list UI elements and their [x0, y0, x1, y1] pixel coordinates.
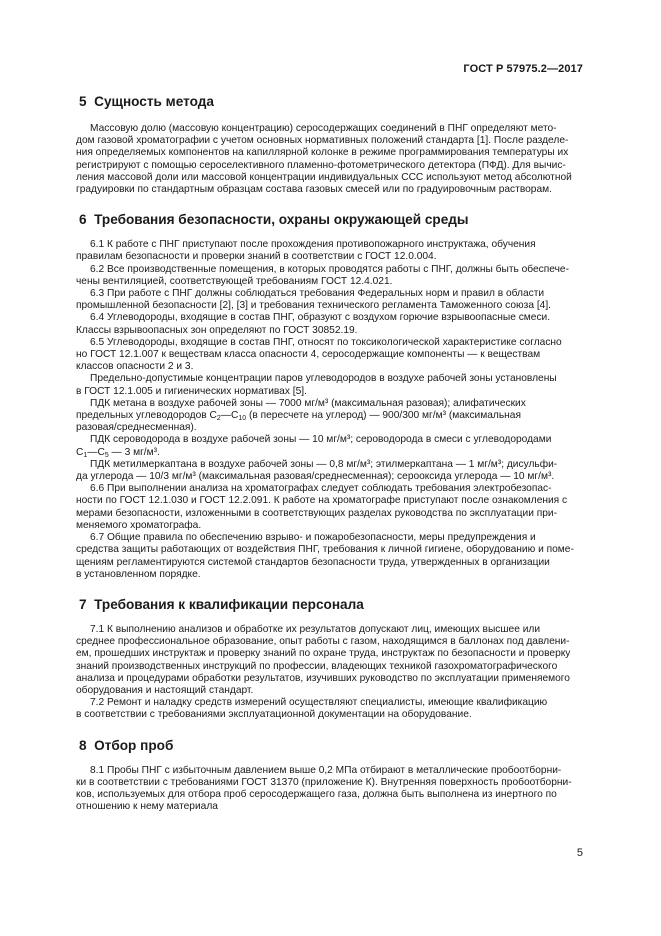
text-line: ПДК сероводорода в воздухе рабочей зоны — 10 мг/м³; сероводорода в смеси с углеводородами [90, 434, 552, 446]
text-line: ки в соответствии с требованиями ГОСТ 31370 (приложение К). Внутренняя поверхность пробоотборни- [76, 776, 572, 788]
text-line: 6.1 К работе с ПНГ приступают после прохождения противопожарного инструктажа, обучения [90, 239, 536, 251]
text-line: промышленной безопасности [2], [3] и требования технического регламента Таможенного союза [4]. [76, 300, 551, 312]
text-line: анализа и процедурами обработки результатов, изучивших руководство по эксплуатации применяемого [76, 672, 570, 684]
text-line: правилам безопасности и проверки знаний в соответствии с ГОСТ 12.0.004. [76, 251, 437, 263]
text-line: ния определяемых компонентов на капиллярной колонке в режиме программирования температуры их [76, 147, 569, 159]
text-line: 6.2 Все производственные помещения, в которых проводятся работы с ПНГ, должны быть обеспече- [90, 263, 569, 275]
text-line: 8.1 Пробы ПНГ с избыточным давлением выше 0,2 МПа отбирают в металлические пробоотборни- [90, 764, 562, 776]
text-line: 7.1 К выполнению анализов и обработке их результатов допускают лиц, имеющих высшее или [90, 623, 541, 635]
subscript: 5 [104, 451, 109, 459]
section-7-text [76, 624, 583, 722]
text-line: меняемого хроматографа. [76, 519, 202, 531]
section-title: Сущность метода [94, 94, 214, 109]
section-6-heading [76, 212, 583, 227]
text-line: дом газовой хроматографии с учетом основных нормативных положений стандарта [1]. После разделе- [76, 135, 569, 147]
section-5-text [76, 123, 583, 196]
text-line: мерами безопасности, изложенными в соответствующих разделах руководства по эксплуатации при- [76, 507, 557, 519]
section-8-text [76, 765, 583, 814]
section-number: 7 [79, 596, 87, 612]
section-number: 5 [79, 94, 87, 109]
text-line: Классы взрывоопасных зон определяют по ГОСТ 30852.19. [76, 324, 358, 336]
section-5-heading [76, 94, 583, 109]
subscript: 10 [238, 415, 247, 423]
text-line: ПДК метилмеркаптана в воздухе рабочей зоны — 0,8 мг/м³; этилмеркаптана — 1 мг/м³; дисульфи- [90, 458, 558, 470]
text-line: 6.3 При работе с ПНГ должны соблюдаться требования Федеральных норм и правил в области [90, 288, 545, 300]
subscript: 1 [83, 451, 88, 459]
formula-text: С [76, 446, 84, 458]
text-line: Предельно-допустимые концентрации паров углеводородов в воздухе рабочей зоны установлены [90, 373, 557, 385]
formula-text: (в пересчете на углерод) — 900/300 мг/м³ (максимальная [246, 410, 521, 422]
formula-text: —С [220, 410, 239, 422]
section-title: Требования к квалификации персонала [94, 596, 364, 612]
section-8-heading [76, 738, 583, 753]
text-line: в установленном порядке. [76, 568, 201, 580]
text-line: знаний производственных инструкций по профессии, владеющих техникой газохроматографического [76, 660, 558, 672]
text-line: 6.5 Углеводороды, входящие в состав ПНГ, относят по токсикологической характеристике согласно [90, 336, 562, 348]
text-line: Массовую долю (массовую концентрацию) серосодержащих соединений в ПНГ определяют мето- [90, 123, 557, 134]
section-7-heading [76, 597, 583, 612]
subscript: 2 [216, 415, 221, 423]
page-number: 5 [576, 847, 583, 859]
document-header: ГОСТ Р 57975.2—2017 [463, 63, 583, 75]
text-line-formula [76, 447, 583, 459]
formula-text: —С [87, 446, 105, 458]
text-line: 7.2 Ремонт и наладку средств измерений осуществляют специалисты, имеющие квалификацию [90, 697, 548, 709]
text-line: оборудования и настоящий стандарт. [76, 684, 254, 696]
text-line: отношению к нему материала [76, 801, 218, 813]
text-line: среднее профессиональное образование, опыт работы с газом, находящимся в баллонах под давлени- [76, 636, 570, 648]
section-6-text [76, 239, 583, 581]
text-line: 6.6 При выполнении анализа на хроматографах следует соблюдать требования электробезопас- [90, 483, 552, 495]
text-line: в ГОСТ 12.1.005 и гигиенических нормативах [5]. [76, 385, 307, 397]
text-line: ПДК метана в воздухе рабочей зоны — 7000 мг/м³ (максимальная разовая); алифатических [90, 397, 526, 409]
text-line-formula [76, 410, 583, 422]
text-line: классов опасности 2 и 3. [76, 361, 194, 373]
text-line: регистрируют с помощью сероселективного пламенно-фотометрического детектора (ПФД). Для вычис- [76, 159, 566, 171]
text-line: чены вентиляцией, соответствующей требованиям ГОСТ 12.4.021. [76, 275, 393, 287]
text-line: 6.7 Общие правила по обеспечению взрыво- и пожаробезопасности, меры предупреждения и [90, 532, 536, 544]
text-line: градуировки по стандартным образцам состава газовых смесей или по градуировочным растворам. [76, 184, 552, 196]
text-line: средства защиты работающих от воздействия ПНГ, требования к личной гигиене, оборудованию и поме- [76, 544, 574, 556]
text-line: в соответствии с требованиями эксплуатационной документации на оборудование. [76, 709, 472, 721]
text-line: ности по ГОСТ 12.1.030 и ГОСТ 12.2.091. К работе на хроматографе приступают после ознакомления с [76, 495, 568, 507]
section-title: Требования безопасности, охраны окружающей среды [94, 212, 469, 228]
text-line: да углерода — 10/3 мг/м³ (максимальная разовая/среднесменная); сероокcида углерода — 10 мг/м³. [76, 471, 555, 483]
text-line: ления массовой доли или массовой концентрации индивидуальных ССС используют метод абсолютной [76, 171, 572, 183]
page-content [76, 94, 583, 813]
text-line: ем, прошедших инструктаж и проверку знаний по охране труда, инструктаж по безопасности и проверку [76, 648, 571, 660]
text-line: разовая/среднесменная). [76, 422, 197, 434]
text-line: но ГОСТ 12.1.007 к веществам класса опасности 4, серосодержащие компоненты — к веществам [76, 349, 541, 361]
text-line: щениям регламентируются системой стандартов безопасности труда, утвержденных в организации [76, 556, 550, 568]
section-number: 8 [79, 737, 87, 753]
text-line: ков, используемых для отбора проб серосодержащего газа, должна быть выполнена из инертного по [76, 788, 557, 800]
section-title: Отбор проб [94, 737, 174, 753]
section-number: 6 [79, 212, 87, 228]
formula-text: предельных углеводородов С [76, 410, 217, 422]
text-line: 6.4 Углеводороды, входящие в состав ПНГ, образуют с воздухом горючие взрывоопасные смеси. [90, 312, 551, 324]
formula-text: — 3 мг/м³. [108, 446, 160, 458]
